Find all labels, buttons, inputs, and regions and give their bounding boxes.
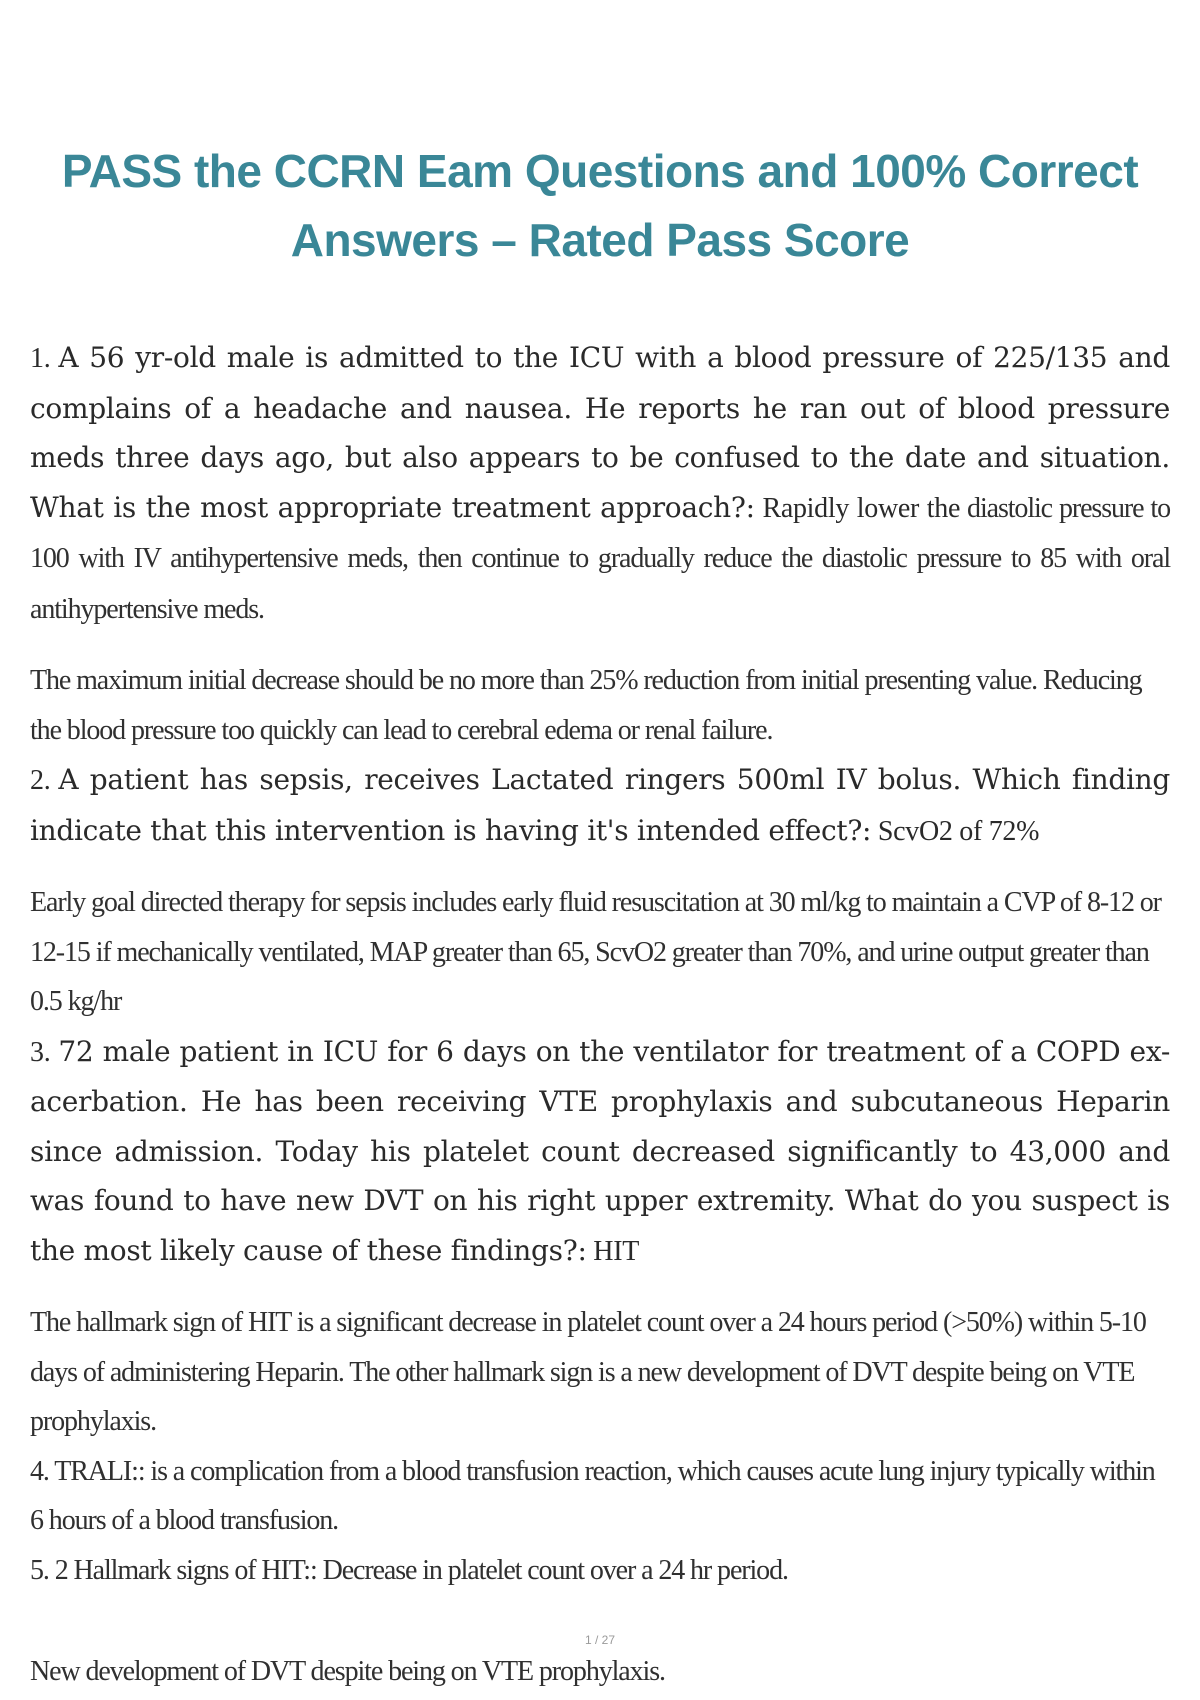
term-text: 2 Hallmark signs of HIT:: [54, 1554, 317, 1586]
item-number: 5. [30, 1554, 49, 1586]
explanation-text: Early goal directed therapy for sepsis includes early fluid resuscitation at 30 ml/kg to maintain a CVP of 8-12 or 12-15 if mechanically ventilated, MAP greater than 65, ScvO2 greater than 70%, and urine output greater than 0.5 kg/hr [30, 887, 1161, 1017]
definition-text: Decrease in platelet count over a 24 hr period. [316, 1554, 788, 1586]
item-number: 4. [30, 1455, 49, 1487]
answer-text: HIT [586, 1235, 640, 1267]
qa-item-3 [30, 1027, 1170, 1277]
document-title: PASS the CCRN Eam Questions and 100% Correct Answers – Rated Pass Score [61, 145, 1139, 266]
term-text: TRALI:: [54, 1455, 145, 1487]
definition-text: is a complication from a blood transfusion reaction, which causes acute lung injury typically within 6 hours of a blood transfusion. [30, 1455, 1155, 1536]
question-text: 72 male patient in ICU for 6 days on the ventilator for treatment of a COPD ex- acerbation. He has been receiving VTE prophylaxis and subcutaneous Heparin since admission. Today his platelet count decreased significantly to 43,000 and was found to have new DVT on his right upper extremity. What do you suspect is the most likely cause of these findings?: [30, 1034, 1170, 1267]
answer-text: ScvO2 of 72% [871, 815, 1040, 847]
page-indicator: 1 / 27 [584, 1633, 616, 1647]
answer-text: Rapidly lower the [754, 492, 961, 524]
qa-item-2 [30, 755, 1170, 856]
definition-extra-text: New development of DVT despite being on VTE prophylaxis. [30, 1656, 665, 1687]
spacer [30, 1276, 1170, 1298]
qa-item-1 [30, 333, 1170, 634]
spacer [30, 856, 1170, 878]
item-number: 2. [30, 765, 51, 796]
answer-text-continued: diastolic pressure to 100 with IV antihypertensive meds, then continue to gradually reduce the diastolic pressure to 85 with oral antihypertensive meds. [30, 492, 1170, 625]
explanation-text: The hallmark sign of HIT is a significant decrease in platelet count over a 24 hours period (>50%) within 5-10 days of administering Heparin. The other hallmark sign is a new development of DVT despite being on VTE prophylaxis. [30, 1307, 1146, 1437]
qa-item-5 [30, 1546, 1170, 1596]
item-number: 1. [30, 343, 51, 374]
qa-item-4 [30, 1447, 1170, 1546]
spacer [30, 634, 1170, 656]
question-text: A patient has sepsis, receives Lactated ringers 500ml IV bolus. Which finding indicate that this intervention is having it's intended effect?: [30, 763, 1170, 847]
item-number: 3. [30, 1036, 51, 1068]
explanation-text: The maximum initial decrease should be no more than 25% reduction from initial presenting value. Reducing the blood pressure too quickly can lead to cerebral edema or renal failure. [30, 665, 1142, 746]
question-text: A 56 yr-old male is admitted to the ICU with a blood pressure of 225/135 and complains of a headache and nausea. He reports he ran out of blood pressure meds three days ago, but also appears to be confused to the date and situation. What is the most appropriate treatment approach?: [30, 341, 1170, 524]
qa-list [30, 333, 1170, 1697]
